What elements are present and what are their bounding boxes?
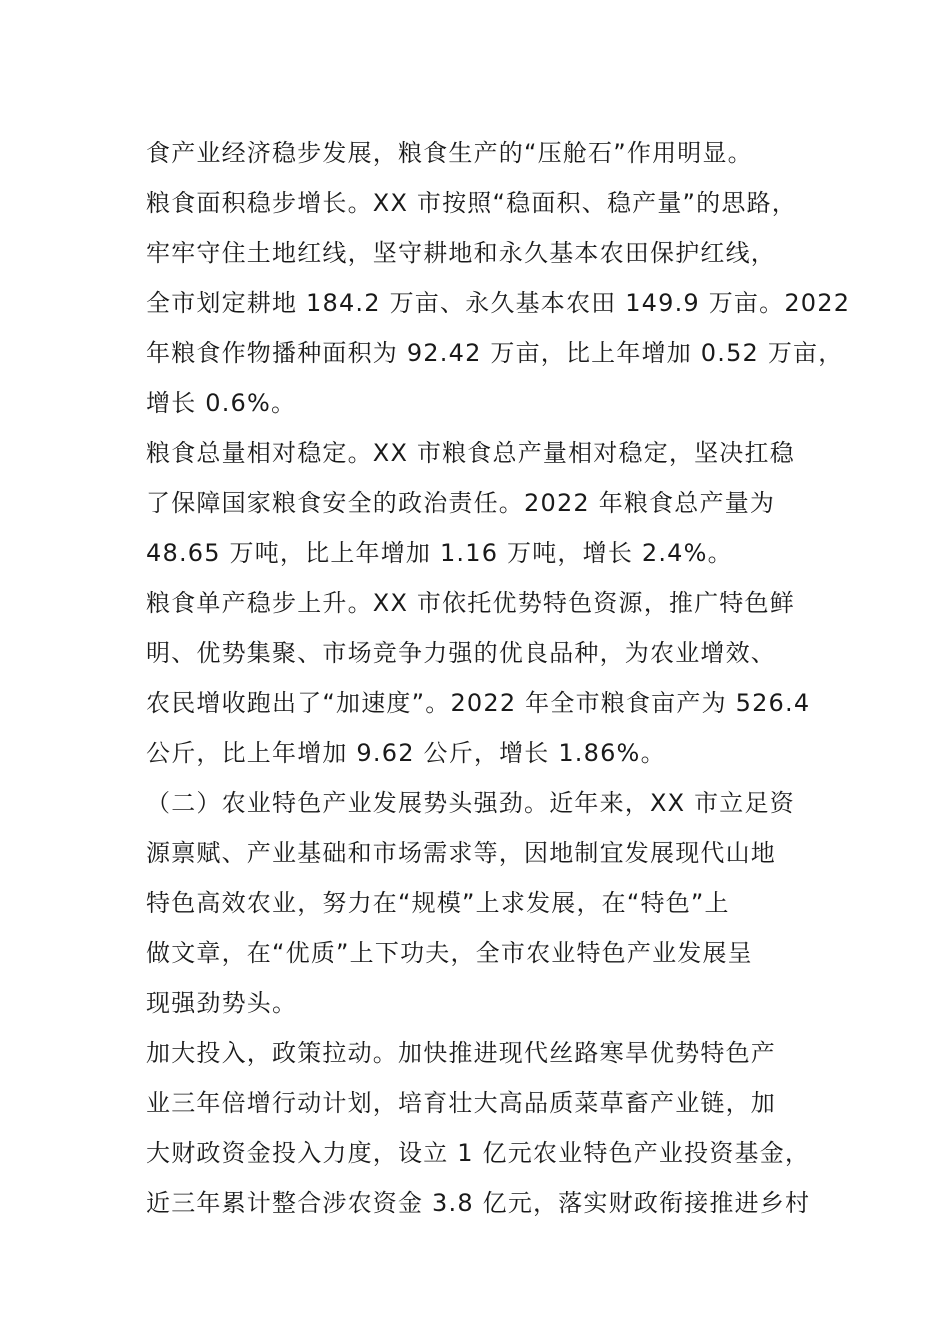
text-line: 大财政资金投入力度，设立 1 亿元农业特色产业投资基金， (146, 1139, 811, 1167)
text-line: 粮食面积稳步增长。XX 市按照“稳面积、稳产量”的思路， (146, 189, 797, 217)
text-line: 农民增收跑出了“加速度”。2022 年全市粮食亩产为 526.4 (146, 689, 811, 717)
text-line: 近三年累计整合涉农资金 3.8 亿元，落实财政衔接推进乡村 (146, 1189, 811, 1217)
text-line: 48.65 万吨，比上年增加 1.16 万吨，增长 2.4%。 (146, 539, 733, 567)
text-line: 食产业经济稳步发展，粮食生产的“压舱石”作用明显。 (146, 139, 753, 167)
text-line: 年粮食作物播种面积为 92.42 万亩，比上年增加 0.52 万亩， (146, 339, 844, 367)
text-line: 粮食总量相对稳定。XX 市粮食总产量相对稳定，坚决扛稳 (146, 439, 795, 467)
text-line: 加大投入，政策拉动。加快推进现代丝路寒旱优势特色产 (146, 1039, 776, 1067)
text-line: 做文章，在“优质”上下功夫，全市农业特色产业发展呈 (146, 939, 753, 967)
text-line: 粮食单产稳步上升。XX 市依托优势特色资源，推广特色鲜 (146, 589, 795, 617)
text-line: （二）农业特色产业发展势头强劲。近年来，XX 市立足资 (146, 789, 795, 817)
text-line: 业三年倍增行动计划，培育壮大高品质菜草畜产业链，加 (146, 1089, 776, 1117)
text-line: 明、优势集聚、市场竞争力强的优良品种，为农业增效、 (146, 639, 776, 667)
text-line: 特色高效农业，努力在“规模”上求发展，在“特色”上 (146, 889, 730, 917)
text-line: 源禀赋、产业基础和市场需求等，因地制宜发展现代山地 (146, 839, 776, 867)
text-line: 牢牢守住土地红线，坚守耕地和永久基本农田保护红线， (146, 239, 776, 267)
text-line: 现强劲势头。 (146, 989, 298, 1017)
text-line: 了保障国家粮食安全的政治责任。2022 年粮食总产量为 (146, 489, 776, 517)
text-line: 全市划定耕地 184.2 万亩、永久基本农田 149.9 万亩。2022 (146, 289, 851, 317)
text-line: 增长 0.6%。 (146, 389, 297, 417)
text-line: 公斤，比上年增加 9.62 公斤，增长 1.86%。 (146, 739, 666, 767)
body-text (146, 128, 851, 1228)
